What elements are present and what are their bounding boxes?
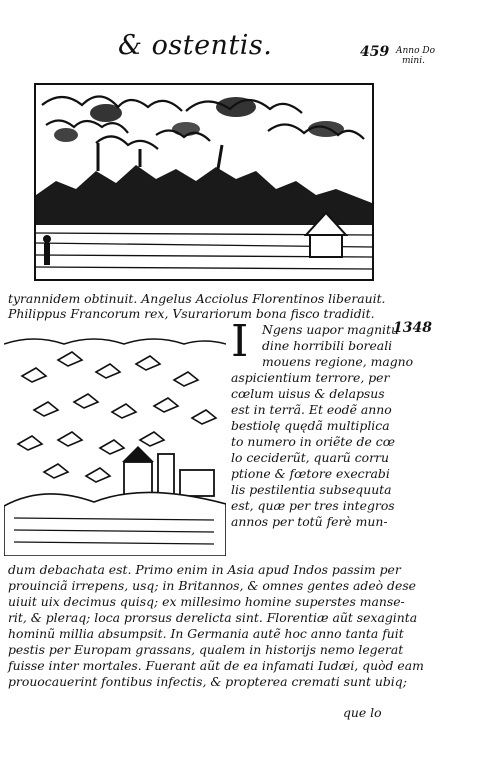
text-line: uiuit uix decimus quisq; ex millesimo homine superstes manse- xyxy=(8,594,405,609)
locusts-woodcut-drawing xyxy=(4,336,226,556)
text-line: tyrannidem obtinuit. Angelus Acciolus Florentinos liberauit. xyxy=(8,291,386,306)
column-line: dine horribili boreali xyxy=(262,338,393,353)
column-line: lis pestilentia subsequuta xyxy=(231,482,392,497)
text-line: rit, & pleraq; loca prorsus derelicta sint. Florentiæ aũt sexaginta xyxy=(8,610,418,625)
text-line: dum debachata est. Primo enim in Asia apud Indos passim per xyxy=(8,562,401,577)
page-number: 459 xyxy=(360,44,390,60)
column-line: est in terrã. Et eodẽ anno xyxy=(231,402,392,417)
text-line: Philippus Francorum rex, Vsurariorum bona fisco tradidit. xyxy=(8,306,375,321)
column-line: Ngens uapor magnitu xyxy=(262,322,399,337)
column-line: cœlum uisus & delapsus xyxy=(231,386,385,401)
drop-capital: I xyxy=(231,316,249,367)
column-line: bestiolę quędã multiplica xyxy=(231,418,390,433)
margin-note-anno-domini xyxy=(396,46,456,66)
text-line: prouinciã irrepens, usq; in Britannos, & omnes gentes adeò dese xyxy=(8,578,417,593)
running-head: & ostentis. xyxy=(118,30,273,61)
column-line: aspicientium terrore, per xyxy=(231,370,390,385)
text-line: fuisse inter mortales. Fuerant aũt de ea infamati Iudæi, quòd eam xyxy=(8,658,424,673)
locusts-woodcut xyxy=(4,336,226,556)
catchword: que lo xyxy=(343,705,382,720)
landscape-woodcut-drawing xyxy=(36,85,372,279)
text-line: hominũ millia absumpsit. In Germania autẽ hoc anno tanta fuit xyxy=(8,626,404,641)
column-line: mouens regione, magno xyxy=(262,354,414,369)
text-line: pestis per Europam grassans, qualem in historijs nemo legerat xyxy=(8,642,404,657)
column-line: lo ceciderũt, quarũ corru xyxy=(231,450,389,465)
landscape-woodcut xyxy=(34,83,374,281)
column-line: to numero in oriẽte de cœ xyxy=(231,434,395,449)
margin-note-line: mini. xyxy=(402,56,425,66)
column-line: ptione & fœtore execrabi xyxy=(231,466,390,481)
margin-note-line: Anno Do xyxy=(396,46,436,56)
margin-year: 1348 xyxy=(393,320,432,336)
column-line: est, quæ per tres integros xyxy=(231,498,395,513)
column-line: annos per totũ ferè mun- xyxy=(231,514,388,529)
text-line: prouocauerint fontibus infectis, & propterea cremati sunt ubiq; xyxy=(8,674,407,689)
